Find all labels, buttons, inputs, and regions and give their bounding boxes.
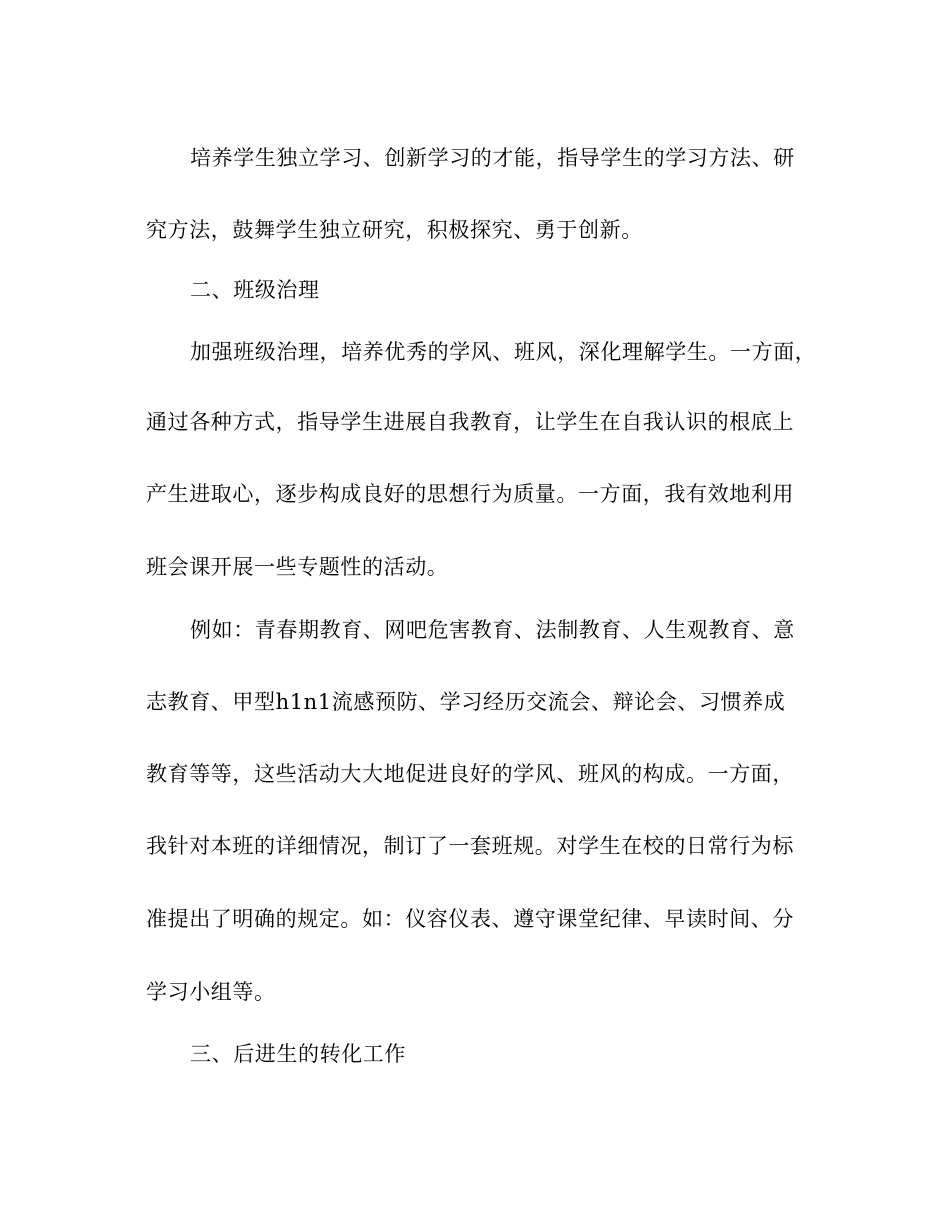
paragraph-line: 例如：青春期教育、网吧危害教育、法制教育、人生观教育、意 bbox=[190, 618, 795, 642]
paragraph-line: 准提出了明确的规定。如：仪容仪表、遵守课堂纪律、早读时间、分 bbox=[146, 907, 794, 931]
paragraph-line: 培养学生独立学习、创新学习的才能，指导学生的学习方法、研 bbox=[190, 146, 795, 170]
paragraph-line: 我针对本班的详细情况，制订了一套班规。对学生在校的日常行为标 bbox=[146, 834, 794, 858]
paragraph-line: 产生进取心，逐步构成良好的思想行为质量。一方面，我有效地利用 bbox=[146, 482, 794, 506]
paragraph-line: 学习小组等。 bbox=[146, 980, 276, 1004]
section-heading: 二、班级治理 bbox=[190, 278, 320, 302]
paragraph-line: 教育等等，这些活动大大地促进良好的学风、班风的构成。一方面， bbox=[146, 762, 794, 786]
paragraph-line: 加强班级治理，培养优秀的学风、班风，深化理解学生。一方面， bbox=[190, 340, 817, 364]
section-heading: 三、后进生的转化工作 bbox=[190, 1042, 406, 1066]
paragraph-line: 通过各种方式，指导学生进展自我教育，让学生在自我认识的根底上 bbox=[146, 410, 794, 434]
paragraph-line: 志教育、甲型h1n1流感预防、学习经历交流会、辩论会、习惯养成 bbox=[146, 690, 786, 714]
paragraph-line: 班会课开展一些专题性的活动。 bbox=[146, 555, 449, 579]
paragraph-line: 究方法，鼓舞学生独立研究，积极探究、勇于创新。 bbox=[146, 218, 643, 242]
